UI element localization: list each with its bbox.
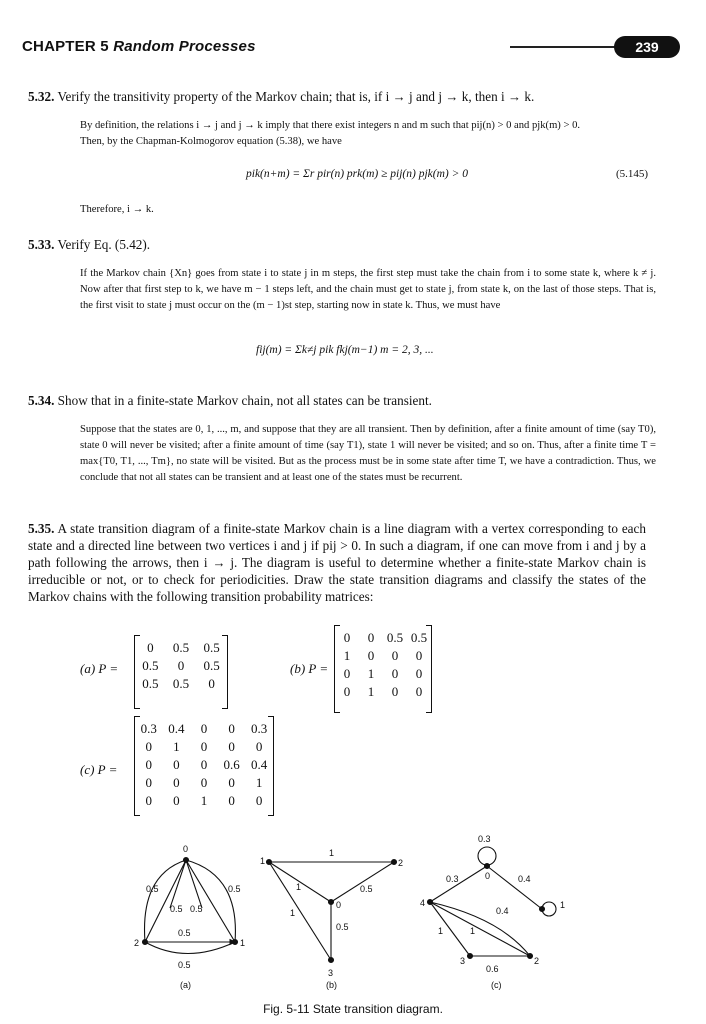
node-b-2	[392, 860, 397, 865]
problem-number: 5.34.	[28, 393, 55, 408]
matrix-cell: 0	[391, 666, 399, 681]
diagram-sublabel: (b)	[326, 980, 337, 990]
node-b-1	[267, 860, 272, 865]
problem-statement: Show that in a finite-state Markov chain, not all states can be transient.	[57, 393, 432, 408]
matrix-cell: 1	[200, 793, 208, 808]
matrix-cell: 0	[208, 676, 215, 691]
matrix-cell: 0.3	[140, 721, 157, 736]
edge-label: 0.5	[336, 922, 349, 932]
edge-label: 0.5	[360, 884, 373, 894]
matrix-cell: 1	[367, 684, 375, 699]
matrix-cell: 0	[367, 630, 375, 645]
node-a-1	[233, 940, 238, 945]
matrix-cell: 0	[228, 793, 235, 808]
matrix-row	[135, 639, 227, 657]
matrix-cell: 0	[200, 739, 208, 754]
matrix-cell: 0.5	[203, 640, 220, 655]
equation-5-42: fij(m) = Σk≠j pik fkj(m−1) m = 2, 3, ...	[256, 344, 434, 356]
conclusion-5-32: Therefore, i → k.	[80, 204, 154, 215]
node-label: 0	[485, 871, 491, 881]
node-label: 1	[240, 938, 246, 948]
matrix-b	[334, 626, 432, 712]
matrix-cell: 1	[367, 666, 375, 681]
chapter-heading	[22, 38, 256, 55]
edge-label: 1	[290, 908, 296, 918]
matrix-row	[335, 629, 431, 647]
edge-label: 0.3	[446, 874, 459, 884]
edge-label: 1	[438, 926, 444, 936]
matrix-cell: 0.5	[386, 630, 404, 645]
node-label: 0	[183, 844, 189, 854]
diagram-sublabel: (c)	[491, 980, 502, 990]
edge-label: 1	[329, 848, 335, 858]
edge-label: 0.5	[228, 884, 241, 894]
equation-number: (5.145)	[616, 168, 649, 180]
node-label: 2	[398, 858, 404, 868]
matrix-cell: 0.4	[168, 721, 185, 736]
node-c-0	[485, 864, 490, 869]
edge-label: 0.5	[178, 960, 191, 970]
matrix-cell: 0	[145, 739, 153, 754]
problem-5-33	[28, 236, 658, 253]
header-rule	[510, 46, 628, 48]
matrix-row	[335, 647, 431, 665]
chapter-label: CHAPTER 5	[22, 38, 109, 55]
matrix-cell: 0	[343, 630, 351, 645]
edge-4-2	[430, 902, 530, 956]
edge-label: 0.4	[496, 906, 509, 916]
node-label: 3	[328, 968, 334, 978]
problem-number: 5.35.	[28, 521, 55, 536]
matrix-row	[135, 720, 273, 738]
matrix-b-label: (b) P =	[290, 661, 329, 676]
matrix-a-label: (a) P =	[80, 661, 119, 676]
matrix-cell: 0	[145, 757, 153, 772]
node-label: 1	[260, 856, 266, 866]
matrix-cell: 1	[343, 648, 351, 663]
node-c-1	[540, 907, 545, 912]
matrix-cell: 1	[173, 739, 180, 754]
matrix-row	[335, 683, 431, 701]
matrix-cell: 0	[200, 757, 208, 772]
matrix-cell: 0	[343, 684, 351, 699]
matrix-cell: 0	[147, 640, 154, 655]
edge-4-3	[430, 902, 470, 956]
matrix-cell: 0	[228, 721, 235, 736]
page-number-badge: 239	[614, 36, 680, 58]
edge-label: 0.5	[170, 904, 183, 914]
matrix-cell: 0	[415, 648, 423, 663]
matrix-cell: 0.5	[172, 676, 190, 691]
matrix-cell: 0	[228, 775, 235, 790]
matrix-row	[135, 738, 273, 756]
matrix-row	[135, 657, 227, 675]
problem-number: 5.33.	[28, 237, 55, 252]
matrix-cell: 0	[228, 739, 235, 754]
equation-5-145: pik(n+m) = Σr pir(n) prk(m) ≥ pij(n) pjk(m) > 0	[246, 168, 468, 180]
matrix-cell: 0	[173, 793, 180, 808]
matrix-row	[135, 792, 273, 810]
matrix-row	[135, 675, 227, 693]
matrix-cell: 0	[415, 666, 423, 681]
matrix-cell: 0.3	[251, 721, 268, 736]
solution-5-32	[80, 118, 656, 150]
node-label: 3	[460, 956, 466, 966]
matrix-row	[335, 665, 431, 683]
node-c-3	[468, 954, 473, 959]
matrix-cell: 0	[391, 684, 399, 699]
matrix-cell: 0.5	[172, 640, 190, 655]
matrix-cell: 0	[145, 793, 153, 808]
matrix-cell: 0	[255, 793, 263, 808]
edge-label: 0.4	[518, 874, 531, 884]
matrix-row	[135, 774, 273, 792]
node-a-2	[143, 940, 148, 945]
matrix-cell: 0	[415, 684, 423, 699]
matrix-cell: 0	[255, 739, 263, 754]
matrix-cell: 0.5	[203, 658, 220, 673]
node-b-0	[329, 900, 334, 905]
matrix-cell: 0	[391, 648, 399, 663]
self-loop-0	[478, 847, 496, 865]
node-c-4	[428, 900, 433, 905]
matrix-row	[135, 756, 273, 774]
edge-label: 0.6	[486, 964, 499, 974]
matrix-cell: 1	[255, 775, 263, 790]
matrix-cell: 0	[177, 658, 185, 673]
edge-0-4	[430, 866, 487, 902]
matrix-cell: 0	[367, 648, 375, 663]
problem-5-34	[28, 392, 658, 409]
problem-5-32	[28, 88, 658, 105]
matrix-cell: 0	[145, 775, 153, 790]
chapter-title: Random Processes	[113, 38, 256, 55]
problem-statement: A state transition diagram of a finite-state Markov chain is a line diagram with a vertex corresponding to each state and a directed line between two vertices i and j if pij > 0. In such a diagram, if one can move from i and j by a path following the arrows, then i → j. The diagram is useful to determine whether a finite-state Markov chain is irreducible or not, or to check for periodicities. Draw the state transition diagrams and classify the states of the Markov chains with the following transition probability matrices:	[28, 521, 646, 604]
matrix-cell: 0	[200, 775, 208, 790]
edge-1-2	[145, 942, 235, 954]
node-c-2	[528, 954, 533, 959]
node-label: 4	[420, 898, 426, 908]
matrix-cell: 0	[200, 721, 208, 736]
node-label: 0	[336, 900, 342, 910]
inner-spoke	[186, 860, 202, 908]
edge-2-0	[331, 862, 394, 902]
node-a-0	[184, 858, 189, 863]
matrix-a	[134, 636, 228, 708]
edge-label: 0.5	[178, 928, 191, 938]
problem-number: 5.32.	[28, 89, 55, 104]
problem-5-35	[28, 520, 646, 605]
solution-5-34: Suppose that the states are 0, 1, ..., m, and suppose that they are all transient. Then by definition, after a finite amount of time (say T0), state 0 will never be visited; after a finite amount of time (say T1), state 1 will never be visited; and so on. Thus, after a finite time T = max{T0, T1, ..., Tm}, no state will be visited. But as the process must be in some state after time T, we have a contradiction. Thus, we conclude that not all states can be transient and at least one of the states must be recurrent.	[80, 424, 656, 483]
matrix-cell: 0	[173, 775, 180, 790]
edge-0-1	[487, 866, 542, 909]
matrix-cell: 0.5	[410, 630, 428, 645]
edge-label: 0.3	[478, 834, 491, 844]
edge-3-1	[269, 862, 331, 960]
node-b-3	[329, 958, 334, 963]
edge-label: 0.5	[146, 884, 159, 894]
figure-caption: Fig. 5-11 State transition diagram.	[263, 1002, 443, 1016]
matrix-cell: 0.5	[142, 676, 159, 691]
solution-line: By definition, the relations i → j and j → k imply that there exist integers n and m such that pij(n) > 0 and pjk(m) > 0.	[80, 120, 581, 131]
state-transition-diagrams	[0, 830, 706, 1000]
edge-label: 1	[296, 882, 302, 892]
matrix-c-label: (c) P =	[80, 762, 118, 777]
matrix-cell: 0	[343, 666, 351, 681]
solution-line: Then, by the Chapman-Kolmogorov equation (5.38), we have	[80, 136, 342, 147]
figure-5-11	[0, 830, 706, 1024]
matrix-c	[134, 717, 274, 815]
diagram-sublabel: (a)	[180, 980, 191, 990]
node-label: 2	[134, 938, 140, 948]
inner-spoke	[170, 860, 186, 908]
matrix-cell: 0.4	[251, 757, 268, 772]
node-label: 1	[560, 900, 566, 910]
problem-statement: Verify the transitivity property of the Markov chain; that is, if i → j and j → k, then i → k.	[57, 89, 535, 104]
diagram-c	[428, 847, 557, 959]
matrix-cell: 0.6	[223, 757, 240, 772]
edge-label: 0.5	[190, 904, 203, 914]
edge-label: 1	[470, 926, 476, 936]
page-header	[22, 36, 686, 60]
matrix-cell: 0	[173, 757, 180, 772]
matrix-cell: 0.5	[142, 658, 159, 673]
solution-5-33: If the Markov chain {Xn} goes from state i to state j in m steps, the first step must take the chain from i to some state k, where k ≠ j. Now after that first step to k, we have m − 1 steps left, and the chain must get to state j, from state k, on the last of those steps. That is, the first visit to state j must occur on the (m − 1)st step, starting now in state k. Thus, we must have	[80, 268, 656, 311]
problem-statement: Verify Eq. (5.42).	[57, 237, 151, 252]
node-label: 2	[534, 956, 540, 966]
diagram-b	[267, 860, 397, 963]
